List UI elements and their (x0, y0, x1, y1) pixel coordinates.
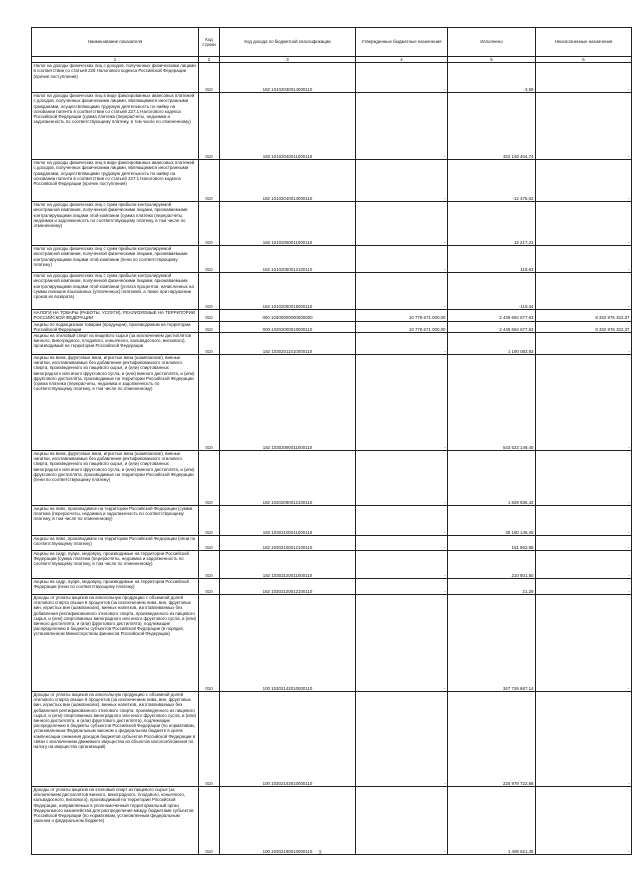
income-table (31, 27, 632, 855)
row-unexecuted: 8 332 976 322,37 (536, 310, 632, 321)
row-executed: 210 801,50 (448, 551, 536, 579)
row-unexecuted: - (536, 579, 632, 595)
row-budget-code: 182 10302090011000110 (220, 355, 356, 451)
row-unexecuted: - (536, 787, 632, 855)
row-executed: 2 445 694 677,63 (448, 310, 536, 321)
row-code: 010 (199, 273, 220, 310)
row-unexecuted: - (536, 93, 632, 160)
row-budget-code: 000 10300000000000000 (220, 310, 356, 321)
column-number: 5 (448, 57, 536, 63)
row-approved: - (356, 536, 448, 551)
row-name: Налог на доходы физических лиц в виде фиксированных авансовых платежей с доходов, полученных физическими лицами, являющимися иностранными гражданами, осуществляющими трудовую деятельность по найму на основании патента в соответствии со статьей 227.1 Налогового кодекса Российской Федерации (прочие поступления) (32, 160, 199, 202)
row-approved: - (356, 595, 448, 692)
table-row (32, 692, 632, 787)
row-approved: 10 778 671 000,00 (356, 310, 448, 321)
table-row (32, 160, 632, 202)
table-row (32, 202, 632, 246)
row-budget-code: 182 10302100011000110 (220, 506, 356, 536)
row-name: Акцизы на этиловый спирт из пищевого сырья (за исключением дистиллятов винного, виноградного, плодового, коньячного, кальвадосного, вискового), производимый на территории Российской Федерации (32, 333, 199, 355)
row-code: 010 (199, 93, 220, 160)
row-name: Налог на доходы физических лиц с сумм прибыли контролируемой иностранной компании, полученной физическими лицами, признаваемыми контролирующими лицами этой компании (сумма платежа (перерасчеты, недоимка и задолженность по соответствующему платежу, в том числе по отмененному) (32, 202, 199, 246)
row-executed: -3,59 (448, 63, 536, 93)
table-row (32, 551, 632, 579)
row-code: 010 (199, 551, 220, 579)
row-code: 010 (199, 595, 220, 692)
table-row (32, 355, 632, 451)
row-code: 010 (199, 160, 220, 202)
row-budget-code: 100 10302143010000110 (220, 692, 356, 787)
table-row (32, 63, 632, 93)
row-budget-code: 182 10302011010000110 (220, 333, 356, 355)
column-number: 2 (199, 57, 220, 63)
row-approved: - (356, 355, 448, 451)
row-code: 010 (199, 579, 220, 595)
row-name: НАЛОГИ НА ТОВАРЫ (РАБОТЫ, УСЛУГИ), РЕАЛИЗУЕМЫЕ НА ТЕРРИТОРИИ РОССИЙСКОЙ ФЕДЕРАЦИИ (32, 310, 199, 321)
row-executed: 151 962,98 (448, 536, 536, 551)
row-executed: 1 190 083,93 (448, 333, 536, 355)
row-approved: - (356, 551, 448, 579)
row-code: 010 (199, 355, 220, 451)
row-approved: - (356, 579, 448, 595)
row-name: Доходы от уплаты акцизов на алкогольную продукцию с объемной долей этилового спирта свыше 9 процентов (за исключением пива, вин, фруктовых вин, игристых вин (шампанских), винных напитков, изготавливаемых без добавления ректификованного этилового спирта, произведенного из пищевого сырья, и (или) спиртованных виноградного или иного фруктового сусла, и (или) винного дистиллята, и (или) фруктового дистиллята), подлежащие распределению в бюджеты субъектов Российской Федерации (в порядке, установленном Министерством финансов Российской Федерации) (32, 595, 199, 692)
page-number: 2 (318, 851, 322, 857)
row-unexecuted: - (536, 202, 632, 246)
row-name: Акцизы на вина, фруктовые вина, игристые вина (шампанские), винные напитки, изготавливаемые без добавления ректификованного этилового спирта, произведенного из пищевого сырья, и (или) спиртованных виноградного или иного фруктового сусла, и (или) винного дистиллята, и (или) фруктового дистиллята, производимые на территории Российской Федерации (сумма платежа (перерасчеты, недоимка и задолженность по соответствующему платежу, в том числе по отмененному) (32, 355, 199, 451)
row-code: 010 (199, 536, 220, 551)
row-budget-code: 182 10302120011000110 (220, 551, 356, 579)
row-name: Акцизы на сидр, пуаре, медовуху, производимые на территории Российской Федерации (пени по соответствующему платежу) (32, 579, 199, 595)
row-budget-code: 182 10102040011000110 (220, 93, 356, 160)
row-budget-code: 182 10102050015000110 (220, 273, 356, 310)
header-budget-code: Код дохода по бюджетной классификации (220, 28, 356, 57)
row-unexecuted: - (536, 506, 632, 536)
row-executed: 1 829 836,42 (448, 451, 536, 506)
row-unexecuted: - (536, 273, 632, 310)
row-code: 010 (199, 506, 220, 536)
row-unexecuted: - (536, 451, 632, 506)
row-executed: 225 979 722,88 (448, 692, 536, 787)
row-budget-code: 182 10102040014000110 (220, 160, 356, 202)
table-row (32, 595, 632, 692)
row-budget-code: 100 10302190010000110 (220, 787, 356, 855)
table-row (32, 506, 632, 536)
table-row (32, 333, 632, 355)
row-unexecuted: - (536, 551, 632, 579)
row-name: Налог на доходы физических лиц с сумм прибыли контролируемой иностранной компании, полученной физическими лицами, признаваемыми контролирующими лицами этой компании (пени по соответствующему платежу) (32, 246, 199, 273)
row-code: 010 (199, 451, 220, 506)
row-name: Акцизы на пиво, производимое на территории Российской Федерации (сумма платежа (перерасчеты, недоимка и задолженность по соответствующему платежу, в том числе по отмененному) (32, 506, 199, 536)
row-executed: -12 475,02 (448, 160, 536, 202)
row-executed: 543 523 149,40 (448, 355, 536, 451)
row-code: 010 (199, 310, 220, 321)
row-name: Доходы от уплаты акцизов на этиловый спирт из пищевого сырья (за исключением дистиллятов винного, виноградного, плодового, коньячного, кальвадосного, вискового), производимый на территории Российской Федерации, направляемых в уполномоченный территориальный орган Федерального казначейства для распределения между бюджетами субъектов Российской Федерации (по нормативам, установленным федеральным законом о федеральном бюджете) (32, 787, 199, 855)
row-approved: 10 778 671 000,00 (356, 321, 448, 332)
row-executed: 1 408 621,45 (448, 787, 536, 855)
row-unexecuted: - (536, 536, 632, 551)
row-unexecuted: - (536, 246, 632, 273)
row-name: Налог на доходы физических лиц в виде фиксированных авансовых платежей с доходов, полученных физическими лицами, являющимися иностранными гражданами, осуществляющими трудовую деятельность по найму на основании патента в соответствии со статьей 227.1 Налогового кодекса Российской Федерации (сумма платежа (перерасчеты, недоимка и задолженность по соответствующему платежу, в том числе по отмененному) (32, 93, 199, 160)
column-number: 1 (32, 57, 199, 63)
row-approved: - (356, 202, 448, 246)
row-name: Налог на доходы физических лиц с сумм прибыли контролируемой иностранной компании, полученной физическими лицами, признаваемыми контролирующими лицами этой компании (уплата процентов, начисленных на суммы излишне взысканных (уплаченных) платежей, а также при нарушении сроков их возврата) (32, 273, 199, 310)
row-code: 010 (199, 246, 220, 273)
row-approved: - (356, 160, 448, 202)
table-row (32, 246, 632, 273)
row-code: 010 (199, 63, 220, 93)
row-budget-code: 182 10302090012100110 (220, 451, 356, 506)
table-row (32, 451, 632, 506)
row-executed: 21,29 (448, 579, 536, 595)
row-budget-code: 182 10102030014000110 (220, 63, 356, 93)
row-code: 010 (199, 692, 220, 787)
table-row (32, 93, 632, 160)
header-approved: Утвержденные бюджетные назначения (356, 28, 448, 57)
row-approved: - (356, 246, 448, 273)
row-approved: - (356, 506, 448, 536)
row-unexecuted: - (536, 160, 632, 202)
column-number: 6 (536, 57, 632, 63)
row-approved: - (356, 333, 448, 355)
row-budget-code: 182 10102050012100110 (220, 246, 356, 273)
row-code: 010 (199, 202, 220, 246)
row-approved: - (356, 787, 448, 855)
row-code: 010 (199, 333, 220, 355)
header-executed: Исполнено (448, 28, 536, 57)
row-budget-code: 000 10302000010000110 (220, 321, 356, 332)
row-name: Акцизы на пиво, производимое на территории Российской Федерации (пени по соответствующему платежу) (32, 536, 199, 551)
row-unexecuted: - (536, 355, 632, 451)
table-row (32, 273, 632, 310)
row-unexecuted: - (536, 63, 632, 93)
row-name: Акцизы на вина, фруктовые вина, игристые вина (шампанские), винные напитки, изготавливаемые без добавления ректификованного этилового спирта, произведенного из пищевого сырья, и (или) спиртованных виноградного или иного фруктового сусла, и (или) винного дистиллята, и (или) фруктового дистиллята, производимые на территории Российской Федерации (пени по соответствующему платежу) (32, 451, 199, 506)
row-name: Акцизы по подакцизным товарам (продукции), производимым на территории Российской Федерации (32, 321, 199, 332)
row-name: Налог на доходы физических лиц с доходов, полученных физическими лицами в соответствии со статьей 228 Налогового кодекса Российской Федерации (прочие поступления) (32, 63, 199, 93)
table-row (32, 579, 632, 595)
row-executed: 2 445 694 677,63 (448, 321, 536, 332)
row-approved: - (356, 692, 448, 787)
row-executed: 35 180 146,45 (448, 506, 536, 536)
table-row (32, 787, 632, 855)
table-row (32, 321, 632, 332)
row-executed: -119,44 (448, 273, 536, 310)
row-budget-code: 182 10302100012100110 (220, 536, 356, 551)
table-row (32, 536, 632, 551)
row-code: 010 (199, 321, 220, 332)
row-executed: 118,63 (448, 246, 536, 273)
row-budget-code: 182 10302120012100110 (220, 579, 356, 595)
row-budget-code: 182 10102050011000110 (220, 202, 356, 246)
header-row-code: Код строки (199, 28, 220, 57)
header-unexecuted: Неисполненные назначения (536, 28, 632, 57)
row-unexecuted: 8 332 976 322,37 (536, 321, 632, 332)
row-budget-code: 100 10302142010000110 (220, 595, 356, 692)
table-row (32, 310, 632, 321)
row-executed: 322 149 404,74 (448, 93, 536, 160)
row-approved: - (356, 93, 448, 160)
row-executed: 12 217,21 (448, 202, 536, 246)
header-name: Наименование показателя (32, 28, 199, 57)
row-approved: - (356, 63, 448, 93)
column-number: 3 (220, 57, 356, 63)
row-approved: - (356, 273, 448, 310)
row-unexecuted: - (536, 333, 632, 355)
row-code: 010 (199, 787, 220, 855)
row-approved: - (356, 451, 448, 506)
column-number: 4 (356, 57, 448, 63)
row-name: Доходы от уплаты акцизов на алкогольную продукцию с объемной долей этилового спирта свыше 9 процентов (за исключением пива, вин, фруктовых вин, игристых вин (шампанских), винных напитков, изготавливаемых без добавления ректификованного этилового спирта, произведенного из пищевого сырья, и (или) спиртованных виноградного или иного фруктового сусла, и (или) винного дистиллята, и (или) фруктового дистиллята), подлежащие распределению в бюджеты субъектов Российской Федерации (по нормативам, установленным Федеральным законом о федеральном бюджете в целях компенсации снижения доходов бюджетов субъектов Российской Федерации в связи с исключением движимого имущества из объектов налогообложения по налогу на имущество организаций) (32, 692, 199, 787)
row-unexecuted: - (536, 692, 632, 787)
row-name: Акцизы на сидр, пуаре, медовуху, производимые на территории Российской Федерации (сумма платежа (перерасчеты, недоимка и задолженность по соответствующему платежу, в том числе по отмененному) (32, 551, 199, 579)
row-unexecuted: - (536, 595, 632, 692)
row-executed: 347 726 687,14 (448, 595, 536, 692)
